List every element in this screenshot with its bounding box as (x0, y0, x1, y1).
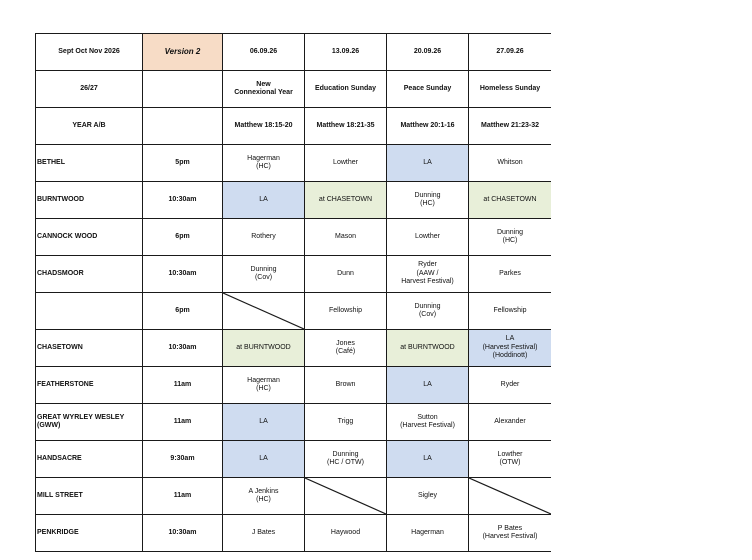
church-row-great-wyrley-wesley (36, 404, 552, 441)
service-time: 6pm (143, 293, 223, 330)
preacher-cell: Brown (305, 367, 387, 404)
preacher-cell: Lowther (387, 219, 469, 256)
preacher-cell: A Jenkins (HC) (223, 478, 305, 515)
church-row-chadsmoor-evening (36, 293, 552, 330)
preacher-cell: Fellowship (305, 293, 387, 330)
church-row-cannock-wood (36, 219, 552, 256)
theme-header: Education Sunday (305, 71, 387, 108)
church-name (36, 293, 143, 330)
preacher-cell: Fellowship (469, 293, 552, 330)
preacher-cell: Dunning (HC) (387, 182, 469, 219)
no-service-slash (469, 478, 551, 514)
service-time: 5pm (143, 145, 223, 182)
period-label: Sept Oct Nov 2026 (36, 34, 143, 71)
preacher-cell: Jones (Café) (305, 330, 387, 367)
service-time: 10:30am (143, 182, 223, 219)
preaching-plan-table (35, 33, 551, 552)
header-row-dates (36, 34, 552, 71)
header-row-readings (36, 108, 552, 145)
lectionary-label: YEAR A/B (36, 108, 143, 145)
preacher-cell: Dunning (Cov) (387, 293, 469, 330)
preacher-cell: J Bates (223, 515, 305, 552)
theme-header: Homeless Sunday (469, 71, 552, 108)
preacher-cell: LA (223, 182, 305, 219)
church-name: FEATHERSTONE (36, 367, 143, 404)
reading-header: Matthew 21:23-32 (469, 108, 552, 145)
church-name: CANNOCK WOOD (36, 219, 143, 256)
church-row-penkridge (36, 515, 552, 552)
church-row-burntwood (36, 182, 552, 219)
preacher-cell: Hagerman (HC) (223, 145, 305, 182)
preacher-cell: at CHASETOWN (305, 182, 387, 219)
preacher-cell: at BURNTWOOD (387, 330, 469, 367)
no-service-slash (223, 293, 304, 329)
preacher-cell: LA (223, 404, 305, 441)
reading-header: Matthew 18:21-35 (305, 108, 387, 145)
preaching-plan-sheet (35, 33, 551, 560)
service-time: 11am (143, 478, 223, 515)
church-name: CHASETOWN (36, 330, 143, 367)
preacher-cell: LA (387, 441, 469, 478)
empty-cell (143, 108, 223, 145)
preacher-cell: Mason (305, 219, 387, 256)
church-name: PENKRIDGE (36, 515, 143, 552)
preacher-cell: P Bates (Harvest Festival) (469, 515, 552, 552)
preacher-cell: Trigg (305, 404, 387, 441)
date-header: 13.09.26 (305, 34, 387, 71)
church-name: BETHEL (36, 145, 143, 182)
date-header: 06.09.26 (223, 34, 305, 71)
preacher-cell: Dunning (HC / OTW) (305, 441, 387, 478)
church-name: CHADSMOOR (36, 256, 143, 293)
service-time: 9:30am (143, 441, 223, 478)
service-time: 11am (143, 367, 223, 404)
preacher-cell: Ryder (469, 367, 552, 404)
reading-header: Matthew 18:15-20 (223, 108, 305, 145)
church-row-bethel (36, 145, 552, 182)
preacher-cell: Lowther (305, 145, 387, 182)
preacher-cell: Alexander (469, 404, 552, 441)
service-time: 6pm (143, 219, 223, 256)
preacher-cell: at BURNTWOOD (223, 330, 305, 367)
church-row-featherstone (36, 367, 552, 404)
service-time: 10:30am (143, 256, 223, 293)
church-name: BURNTWOOD (36, 182, 143, 219)
church-row-chasetown (36, 330, 552, 367)
date-header: 27.09.26 (469, 34, 552, 71)
preacher-cell: Dunn (305, 256, 387, 293)
preacher-cell: Dunning (Cov) (223, 256, 305, 293)
date-header: 20.09.26 (387, 34, 469, 71)
no-service-cell (469, 478, 552, 515)
preacher-cell: Parkes (469, 256, 552, 293)
service-time: 10:30am (143, 330, 223, 367)
preacher-cell: Whitson (469, 145, 552, 182)
preacher-cell: Sutton (Harvest Festival) (387, 404, 469, 441)
church-row-chadsmoor (36, 256, 552, 293)
reading-header: Matthew 20:1-16 (387, 108, 469, 145)
preacher-cell: Lowther (OTW) (469, 441, 552, 478)
empty-cell (143, 71, 223, 108)
service-time: 11am (143, 404, 223, 441)
no-service-cell (305, 478, 387, 515)
theme-header: New Connexional Year (223, 71, 305, 108)
preacher-cell: Hagerman (HC) (223, 367, 305, 404)
no-service-slash (305, 478, 386, 514)
preacher-cell: Sigley (387, 478, 469, 515)
church-name: GREAT WYRLEY WESLEY (GWW) (36, 404, 143, 441)
header-row-themes (36, 71, 552, 108)
preacher-cell: Haywood (305, 515, 387, 552)
preacher-cell: LA (387, 145, 469, 182)
theme-header: Peace Sunday (387, 71, 469, 108)
preacher-cell: LA (387, 367, 469, 404)
church-name: MILL STREET (36, 478, 143, 515)
preacher-cell: LA (223, 441, 305, 478)
church-name: HANDSACRE (36, 441, 143, 478)
preacher-cell: LA (Harvest Festival) (Hoddinott) (469, 330, 552, 367)
preacher-cell: at CHASETOWN (469, 182, 552, 219)
service-time: 10:30am (143, 515, 223, 552)
preacher-cell: Ryder (AAW / Harvest Festival) (387, 256, 469, 293)
preacher-cell: Dunning (HC) (469, 219, 552, 256)
version-label: Version 2 (143, 34, 223, 71)
no-service-cell (223, 293, 305, 330)
preacher-cell: Rothery (223, 219, 305, 256)
preacher-cell: Hagerman (387, 515, 469, 552)
church-row-handsacre (36, 441, 552, 478)
year-code-label: 26/27 (36, 71, 143, 108)
church-row-mill-street (36, 478, 552, 515)
